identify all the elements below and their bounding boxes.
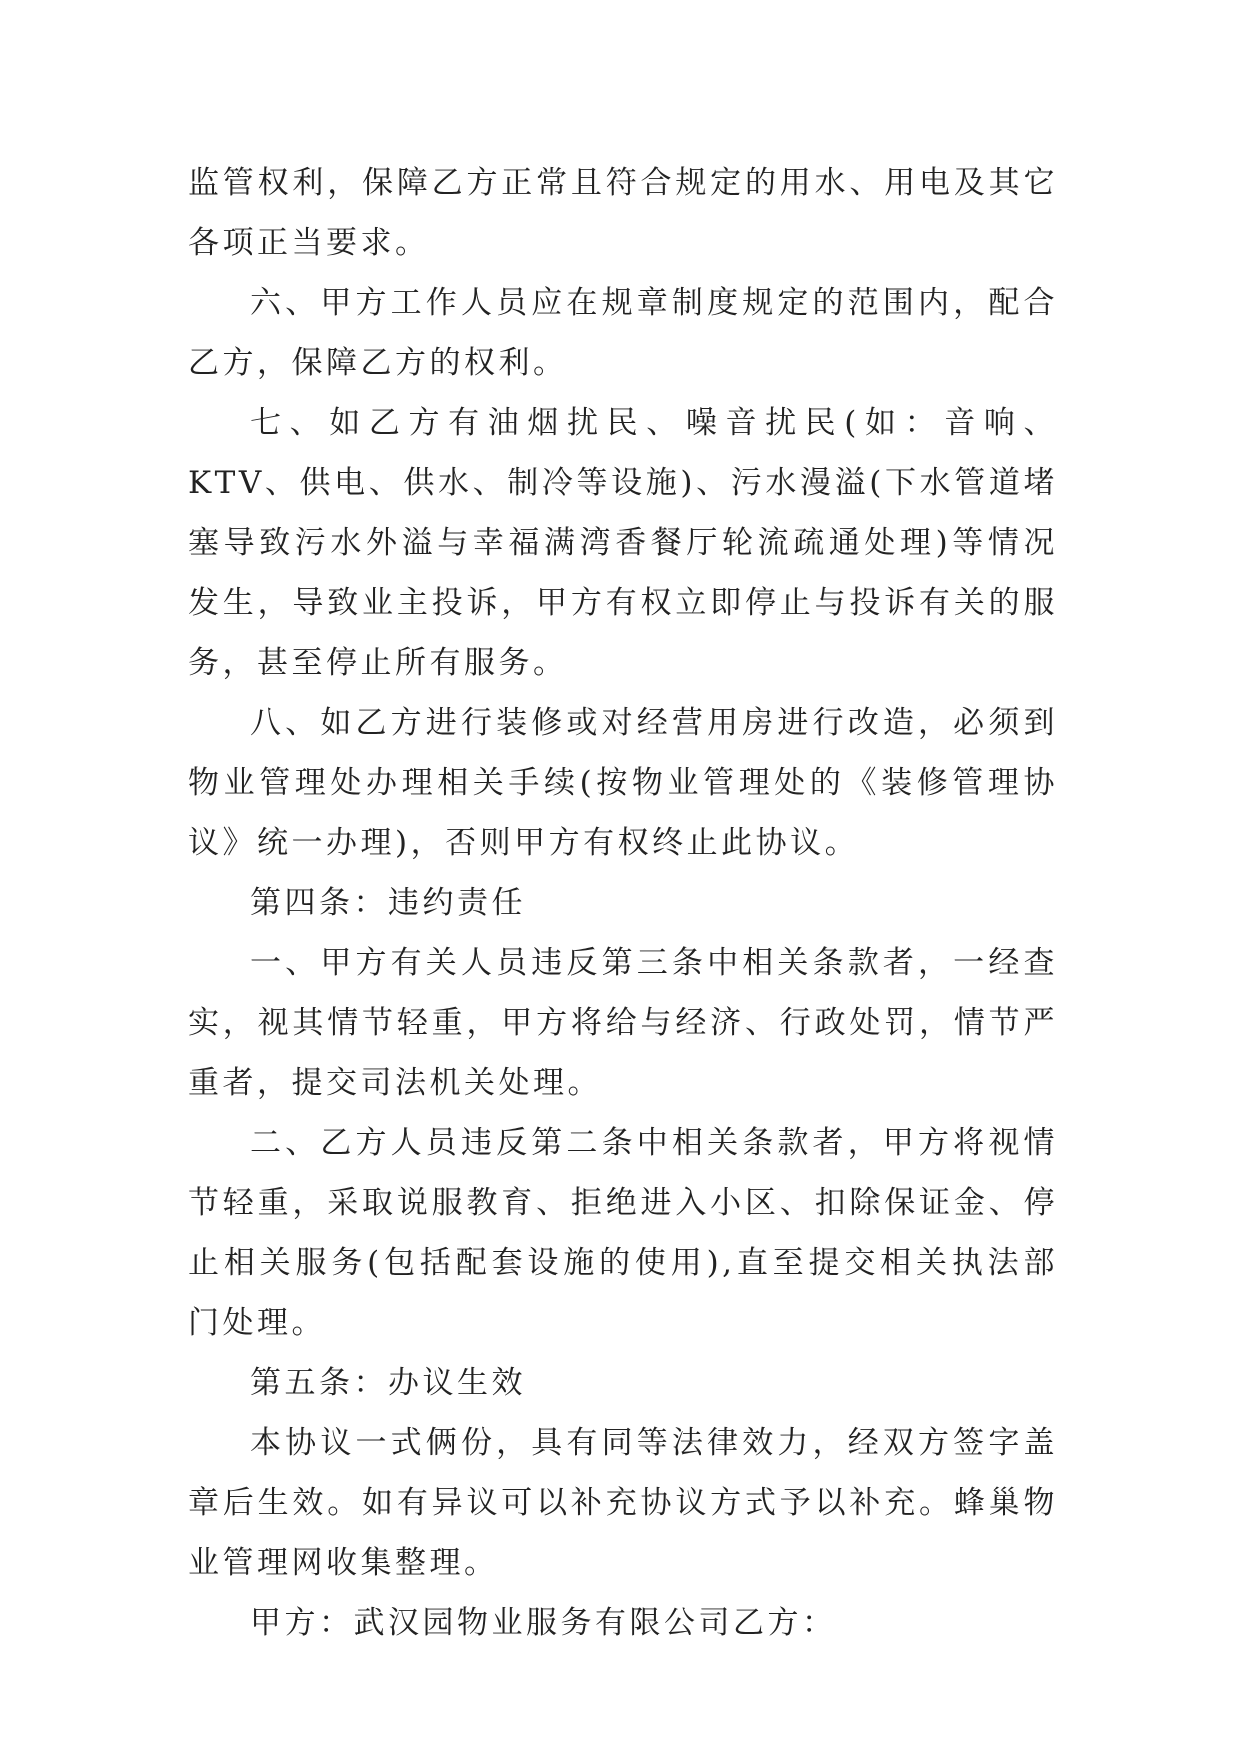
paragraph-continuation: 监管权利，保障乙方正常且符合规定的用水、用电及其它各项正当要求。 — [188, 165, 1058, 261]
signature-line: 甲方：武汉园物业服务有限公司乙方： — [250, 1605, 837, 1641]
effectiveness-paragraph: 本协议一式俩份，具有同等法律效力，经双方签字盖章后生效。如有异议可以补充协议方式予以补充。蜂巢物业管理网收集整理。 — [188, 1425, 1058, 1581]
breach-clause-two: 二、乙方人员违反第二条中相关条款者，甲方将视情节轻重，采取说服教育、拒绝进入小区、扣除保证金、停止相关服务(包括配套设施的使用),直至提交相关执法部门处理。 — [188, 1125, 1058, 1341]
clause-seven: 七、如乙方有油烟扰民、噪音扰民(如：音响、KTV、供电、供水、制冷等设施)、污水漫溢(下水管道堵塞导致污水外溢与幸福满湾香餐厅轮流疏通处理)等情况发生，导致业主投诉，甲方有权立即停止与投诉有关的服务，甚至停止所有服务。 — [188, 405, 1058, 681]
breach-clause-one: 一、甲方有关人员违反第三条中相关条款者，一经查实，视其情节轻重，甲方将给与经济、行政处罚，情节严重者，提交司法机关处理。 — [188, 945, 1058, 1101]
clause-six: 六、甲方工作人员应在规章制度规定的范围内，配合乙方，保障乙方的权利。 — [188, 285, 1058, 381]
article-five-heading: 第五条：办议生效 — [250, 1365, 526, 1401]
article-four-heading: 第四条：违约责任 — [250, 885, 526, 921]
document-body — [188, 153, 1058, 1653]
clause-eight: 八、如乙方进行装修或对经营用房进行改造，必须到物业管理处办理相关手续(按物业管理处的《装修管理协议》统一办理)，否则甲方有权终止此协议。 — [188, 705, 1058, 861]
